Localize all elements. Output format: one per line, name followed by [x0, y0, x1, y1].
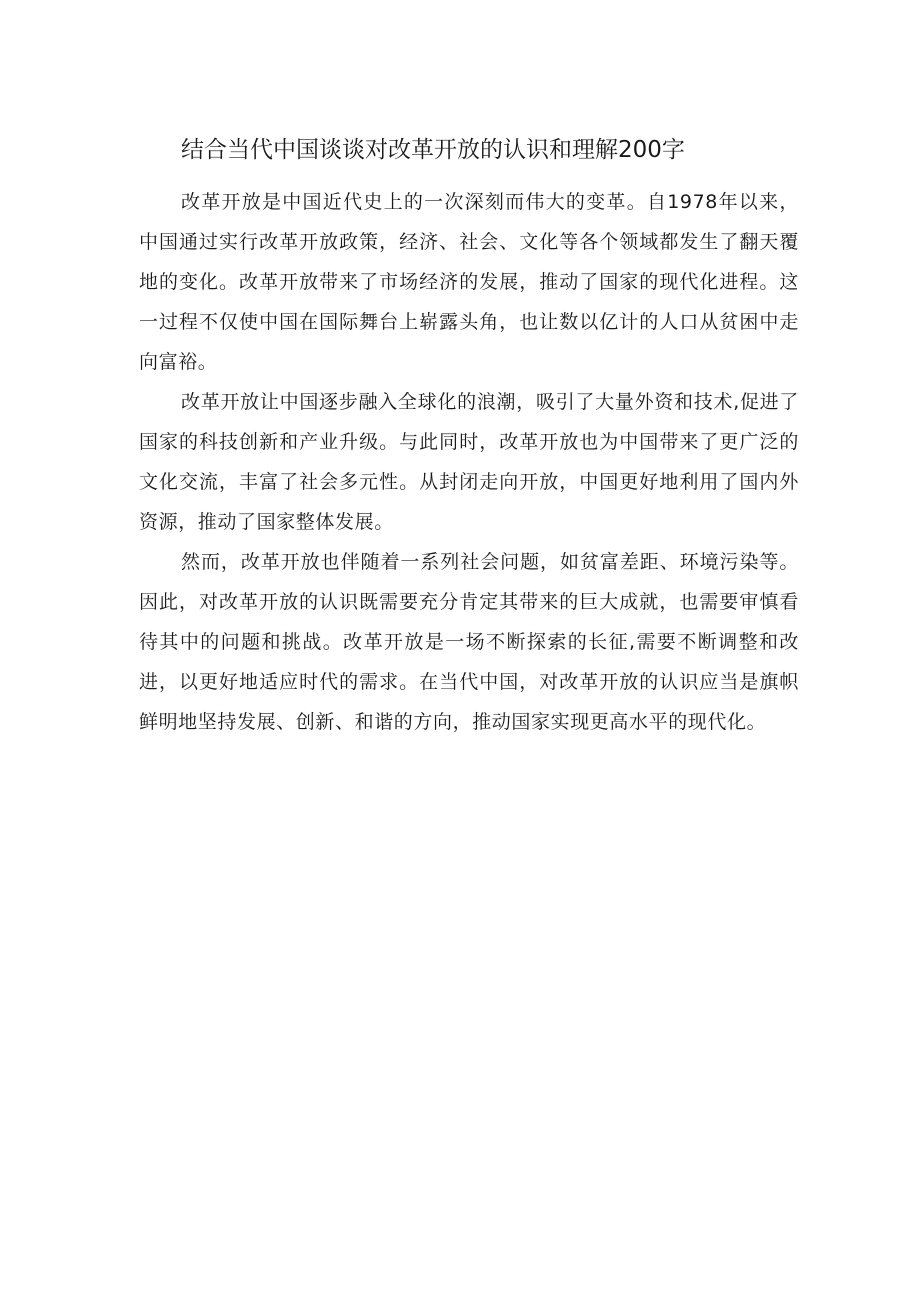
document-body: [139, 182, 799, 742]
paragraph-3: 然而，改革开放也伴随着一系列社会问题，如贫富差距、环境污染等。因此，对改革开放的认识既需要充分肯定其带来的巨大成就，也需要审慎看待其中的问题和挑战。改革开放是一场不断探索的长征,需要不断调整和改进，以更好地适应时代的需求。在当代中国，对改革开放的认识应当是旗帜鲜明地坚持发展、创新、和谐的方向，推动国家实现更高水平的现代化。: [139, 551, 799, 733]
paragraph-1: 改革开放是中国近代史上的一次深刻而伟大的变革。自1978年以来，中国通过实行改革开放政策，经济、社会、文化等各个领域都发生了翻天覆地的变化。改革开放带来了市场经济的发展，推动了国家的现代化进程。这一过程不仅使中国在国际舞台上崭露头角，也让数以亿计的人口从贫困中走向富裕。: [139, 191, 799, 373]
paragraph-2: 改革开放让中国逐步融入全球化的浪潮，吸引了大量外资和技术,促进了国家的科技创新和产业升级。与此同时，改革开放也为中国带来了更广泛的文化交流，丰富了社会多元性。从封闭走向开放，中国更好地利用了国内外资源，推动了国家整体发展。: [139, 391, 799, 533]
document-title: 结合当代中国谈谈对改革开放的认识和理解200字: [181, 137, 685, 163]
